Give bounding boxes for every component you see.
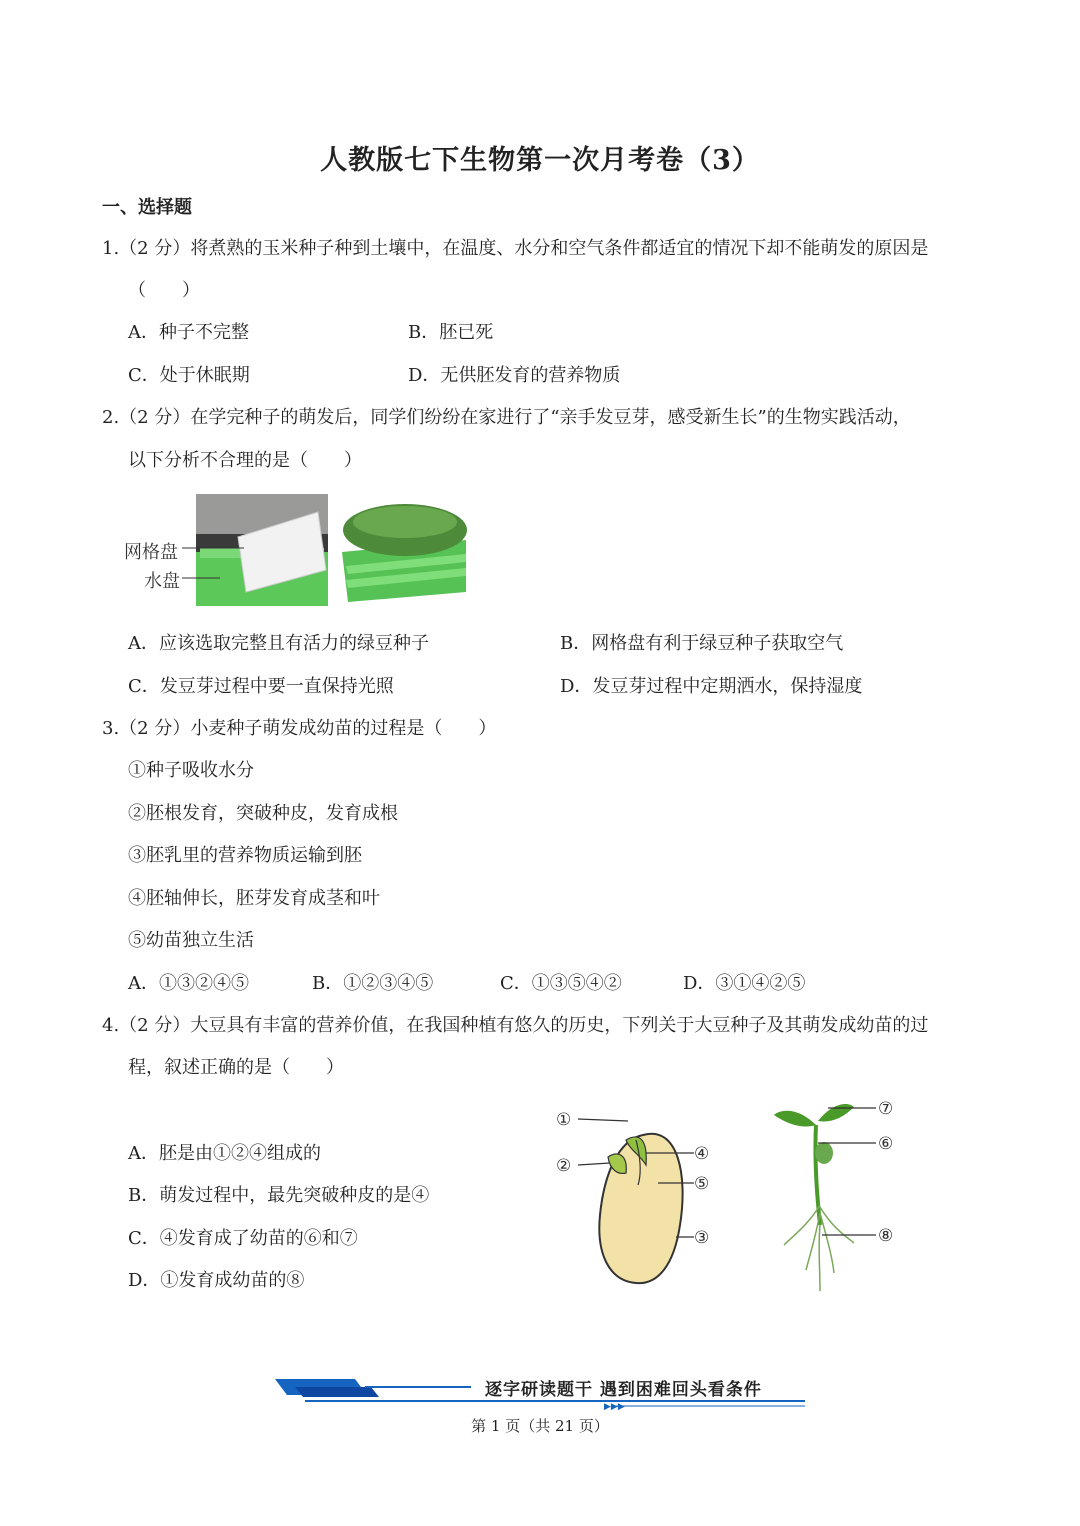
q4-option-d[interactable]: D．①发育成幼苗的⑧ — [128, 1270, 305, 1291]
q3-step-1: ①种子吸收水分 — [128, 760, 254, 781]
page-title: 人教版七下生物第一次月考卷（3） — [320, 145, 760, 176]
seed-label-1: ① — [556, 1110, 572, 1130]
q1-option-c[interactable]: C．处于休眠期 — [128, 365, 250, 386]
leaf-left — [774, 1111, 816, 1127]
section-heading: 一、选择题 — [102, 197, 192, 218]
label-water-tray: 水盘 — [144, 571, 180, 592]
q3-step-2: ②胚根发育，突破种皮，发育成根 — [128, 803, 398, 824]
roots — [784, 1205, 854, 1291]
q2-option-b[interactable]: B．网格盘有利于绿豆种子获取空气 — [560, 633, 844, 654]
q1-option-d[interactable]: D．无供胚发育的营养物质 — [408, 365, 621, 386]
q2-option-c[interactable]: C．发豆芽过程中要一直保持光照 — [128, 676, 394, 697]
q4-option-c[interactable]: C．④发育成了幼苗的⑥和⑦ — [128, 1228, 358, 1249]
q2-option-a[interactable]: A．应该选取完整且有活力的绿豆种子 — [128, 633, 429, 654]
leaf-right — [818, 1104, 854, 1122]
q2-option-d[interactable]: D．发豆芽过程中定期洒水，保持湿度 — [560, 676, 863, 697]
q4-stem-cont: 程，叙述正确的是（ ） — [128, 1057, 344, 1078]
q3-option-d[interactable]: D．③①④②⑤ — [683, 973, 806, 994]
q1-option-b[interactable]: B．胚已死 — [408, 322, 494, 343]
q2-stem: 2.（2 分）在学完种子的萌发后，同学们纷纷在家进行了“亲手发豆芽，感受新生长”的生物实践活动， — [102, 407, 911, 428]
q3-step-4: ④胚轴伸长，胚芽发育成茎和叶 — [128, 888, 380, 909]
seedling-label-6: ⑥ — [878, 1134, 894, 1154]
footer-arrows: ▶▶▶ — [604, 1402, 625, 1412]
q3-option-b[interactable]: B．①②③④⑤ — [312, 973, 434, 994]
q4-option-b[interactable]: B．萌发过程中，最先突破种皮的是④ — [128, 1185, 430, 1206]
q2-stem-cont: 以下分析不合理的是（ ） — [128, 450, 362, 471]
seed-label-4: ④ — [694, 1144, 710, 1164]
q3-option-c[interactable]: C．①③⑤④② — [500, 973, 622, 994]
q1-stem: 1.（2 分）将煮熟的玉米种子种到土壤中，在温度、水分和空气条件都适宜的情况下却不能萌发的原因是 — [102, 238, 929, 259]
label-grid-tray: 网格盘 — [124, 542, 178, 563]
q1-paren: （ ） — [128, 280, 200, 301]
q3-option-a[interactable]: A．①③②④⑤ — [128, 973, 249, 994]
q1-option-a[interactable]: A．种子不完整 — [128, 322, 249, 343]
seed-label-3: ③ — [694, 1228, 710, 1248]
cotyledon — [815, 1142, 833, 1164]
seed-label-2: ② — [556, 1156, 572, 1176]
q3-step-3: ③胚乳里的营养物质运输到胚 — [128, 845, 362, 866]
seed-label-5: ⑤ — [694, 1174, 710, 1194]
q4-figure — [548, 1095, 918, 1295]
seedling-label-8: ⑧ — [878, 1226, 894, 1246]
q3-step-5: ⑤幼苗独立生活 — [128, 930, 254, 951]
page-number: 第 1 页（共 21 页） — [471, 1417, 609, 1435]
footer-slogan: 逐字研读题干 遇到困难回头看条件 — [485, 1380, 762, 1400]
q3-stem: 3.（2 分）小麦种子萌发成幼苗的过程是（ ） — [102, 718, 497, 739]
seedling-label-7: ⑦ — [878, 1099, 894, 1119]
q4-stem: 4.（2 分）大豆具有丰富的营养价值，在我国种植有悠久的历史，下列关于大豆种子及其萌发成幼苗的过 — [102, 1015, 929, 1036]
q4-option-a[interactable]: A．胚是由①②④组成的 — [128, 1143, 321, 1164]
